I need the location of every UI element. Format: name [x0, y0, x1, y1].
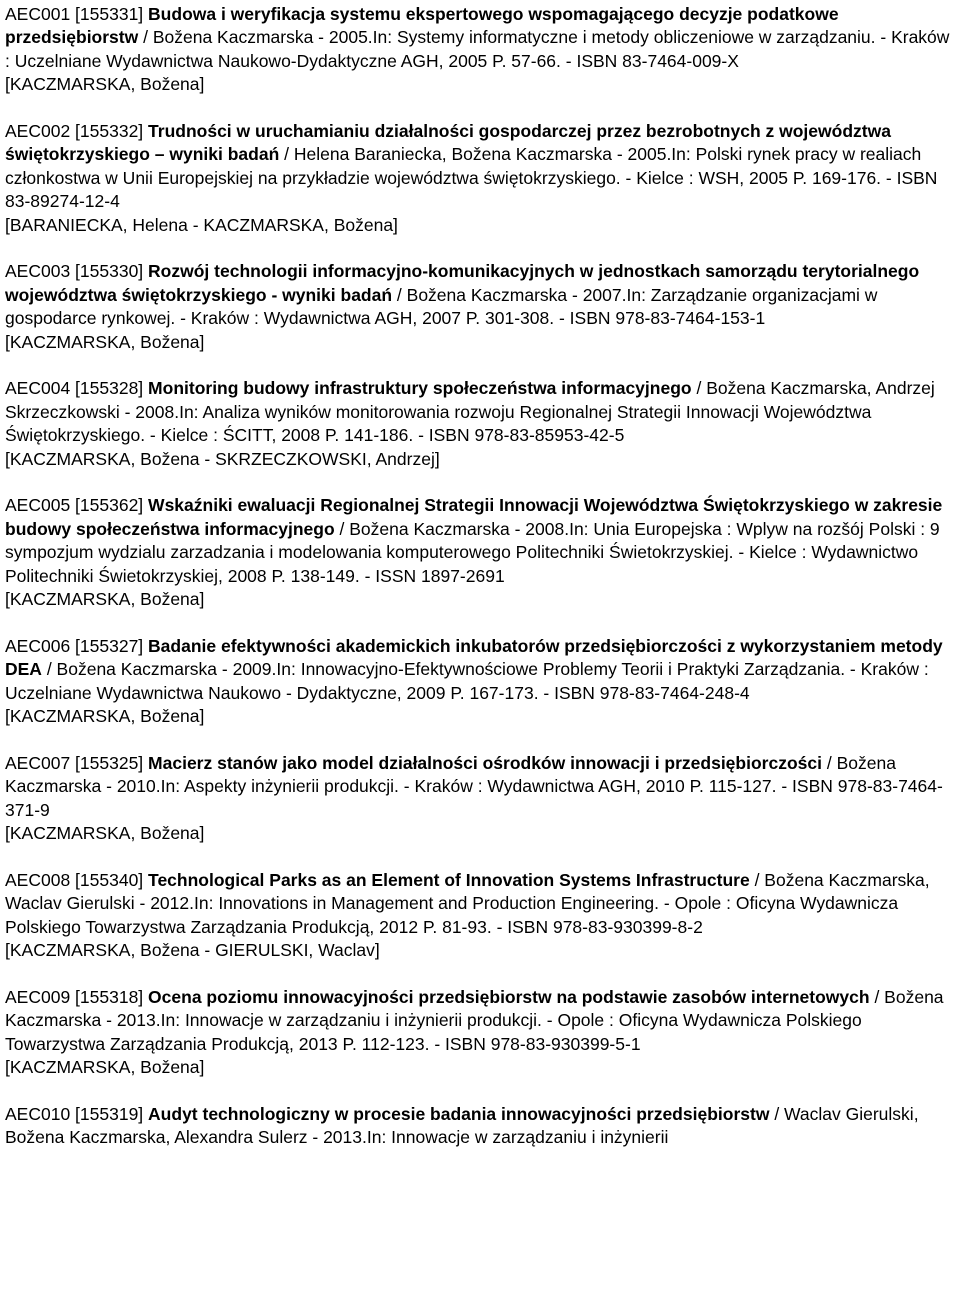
entry-body — [5, 494, 957, 588]
bibliography-entry — [5, 260, 957, 354]
entry-authors: [KACZMARSKA, Božena] — [5, 331, 205, 352]
bibliography-entry — [5, 635, 957, 729]
entry-details: / Božena Kaczmarska - 2013.In: Innowacje w zarządzaniu i inżynierii produkcji. - Opole : Oficyna Wydawnicza Polskiego Towarzystwa Zarządzania Produkcją, 2013 P. 112-123. - ISBN 978-83-930399-5-1 — [5, 986, 944, 1054]
entry-body — [5, 635, 957, 705]
entry-authors: [KACZMARSKA, Božena - GIERULSKI, Waclav] — [5, 940, 380, 961]
entry-title: Wskaźniki ewaluacji Regionalnej Strategii Innowacji Województwa Świętokrzyskiego w zakresie budowy społeczeństwa informacyjnego — [5, 495, 943, 539]
entry-details: / Božena Kaczmarska - 2009.In: Innowacyjno-Efektywnościowe Problemy Teorii i Praktyki Zarządzania. - Kraków : Uczelniane Wydawnictwa Naukowo - Dydaktyczne, 2009 P. 167-173. - ISBN 978-83-7464-248-4 — [5, 659, 929, 703]
entry-code: AEC008 [155340] — [5, 869, 144, 890]
entry-title: Trudności w uruchamianiu działalności gospodarczej przez bezrobotnych z województwa świętokrzyskiego – wyniki badań — [5, 121, 891, 165]
entry-body — [5, 752, 957, 822]
entry-authors: [KACZMARSKA, Božena] — [5, 823, 205, 844]
entry-details: / Božena Kaczmarska - 2008.In: Unia Europejska : Wplyw na rozšój Polski : 9 sympozjum wydzialu zarzadzania i modelowania komputerowego Politechniki Świetokrzyskiej. - Kielce : Wydawnictwo Politechniki Świetokrzyskiej, 2008 P. 138-149. - ISSN 1897-2691 — [5, 518, 940, 586]
entry-body — [5, 3, 957, 73]
entry-code: AEC003 [155330] — [5, 261, 144, 282]
entry-code: AEC001 [155331] — [5, 4, 144, 24]
bibliography-entry — [5, 377, 957, 471]
entry-code: AEC006 [155327] — [5, 635, 144, 656]
entry-authors: [KACZMARSKA, Božena] — [5, 1057, 205, 1078]
entry-details: / Waclav Gierulski, Božena Kaczmarska, Alexandra Sulerz - 2013.In: Innowacje w zarządzaniu i inżynierii — [5, 1103, 919, 1148]
bibliography-entry — [5, 494, 957, 611]
entry-code: AEC004 [155328] — [5, 378, 144, 399]
entry-body — [5, 377, 957, 447]
entry-code: AEC007 [155325] — [5, 752, 144, 773]
entry-body — [5, 120, 957, 214]
entry-details: / Božena Kaczmarska - 2005.In: Systemy informatyczne i metody obliczeniowe w zarządzaniu. - Kraków : Uczelniane Wydawnictwa Naukowo-Dydaktyczne AGH, 2005 P. 57-66. - ISBN 83-7464-009-X — [5, 27, 950, 71]
entry-body — [5, 260, 957, 330]
entry-title: Audyt technologiczny w procesie badania innowacyjności przedsiębiorstw — [148, 1103, 770, 1124]
bibliography-entry — [5, 869, 957, 963]
entry-details: / Božena Kaczmarska - 2010.In: Aspekty inżynierii produkcji. - Kraków : Wydawnictwa AGH, 2010 P. 115-127. - ISBN 978-83-7464-371-9 — [5, 752, 943, 820]
entry-body — [5, 869, 957, 939]
entry-code: AEC010 [155319] — [5, 1103, 144, 1124]
entry-authors: [BARANIECKA, Helena - KACZMARSKA, Božena] — [5, 214, 398, 235]
bibliography-entry — [5, 1103, 957, 1150]
entry-body — [5, 1103, 957, 1150]
entry-code: AEC009 [155318] — [5, 986, 144, 1007]
bibliography-entry — [5, 986, 957, 1080]
entry-title: Macierz stanów jako model działalności ośrodków innowacji i przedsiębiorczości — [148, 752, 822, 773]
entry-body — [5, 986, 957, 1056]
entry-authors: [KACZMARSKA, Božena] — [5, 589, 205, 610]
bibliography-entry — [5, 3, 957, 97]
entry-details: / Božena Kaczmarska, Andrzej Skrzeczkowski - 2008.In: Analiza wyników monitorowania rozwoju Regionalnej Strategii Innowacji Województwa Świętokrzyskiego. - Kielce : ŚCITT, 2008 P. 141-186. - ISBN 978-83-85953-42-5 — [5, 378, 935, 446]
entry-code: AEC002 [155332] — [5, 121, 144, 142]
entry-details: / Božena Kaczmarska, Waclav Gierulski - 2012.In: Innovations in Management and Production Engineering. - Opole : Oficyna Wydawnicza Polskiego Towarzystwa Zarządzania Produkcją, 2012 P. 81-93. - ISBN 978-83-930399-8-2 — [5, 869, 930, 937]
entry-authors: [KACZMARSKA, Božena] — [5, 74, 205, 95]
entry-authors: [KACZMARSKA, Božena - SKRZECZKOWSKI, Andrzej] — [5, 448, 440, 469]
bibliography-entry — [5, 752, 957, 846]
bibliography-document — [5, 3, 957, 1173]
entry-code: AEC005 [155362] — [5, 495, 144, 516]
entry-title: Monitoring budowy infrastruktury społeczeństwa informacyjnego — [148, 378, 692, 399]
entry-authors: [KACZMARSKA, Božena] — [5, 706, 205, 727]
entry-title: Budowa i weryfikacja systemu ekspertowego wspomagającego decyzje podatkowe przedsiębiorstw — [5, 4, 839, 48]
bibliography-entry — [5, 120, 957, 237]
entry-title: Rozwój technologii informacyjno-komunikacyjnych w jednostkach samorządu terytorialnego województwa świętokrzyskiego - wyniki badań — [5, 261, 920, 305]
entry-title: Ocena poziomu innowacyjności przedsiębiorstw na podstawie zasobów internetowych — [148, 986, 870, 1007]
entry-title: Technological Parks as an Element of Innovation Systems Infrastructure — [148, 869, 750, 890]
entry-details: / Helena Baraniecka, Božena Kaczmarska - 2005.In: Polski rynek pracy w realiach członkostwa w Unii Europejskiej na przykładzie województwa świętokrzyskiego. - Kielce : WSH, 2005 P. 169-176. - ISBN 83-89274-12-4 — [5, 144, 938, 212]
entry-title: Badanie efektywności akademickich inkubatorów przedsiębiorczości z wykorzystaniem metody DEA — [5, 635, 943, 680]
entry-details: / Božena Kaczmarska - 2007.In: Zarządzanie organizacjami w gospodarce rynkowej. - Kraków : Wydawnictwa AGH, 2007 P. 301-308. - ISBN 978-83-7464-153-1 — [5, 284, 878, 329]
